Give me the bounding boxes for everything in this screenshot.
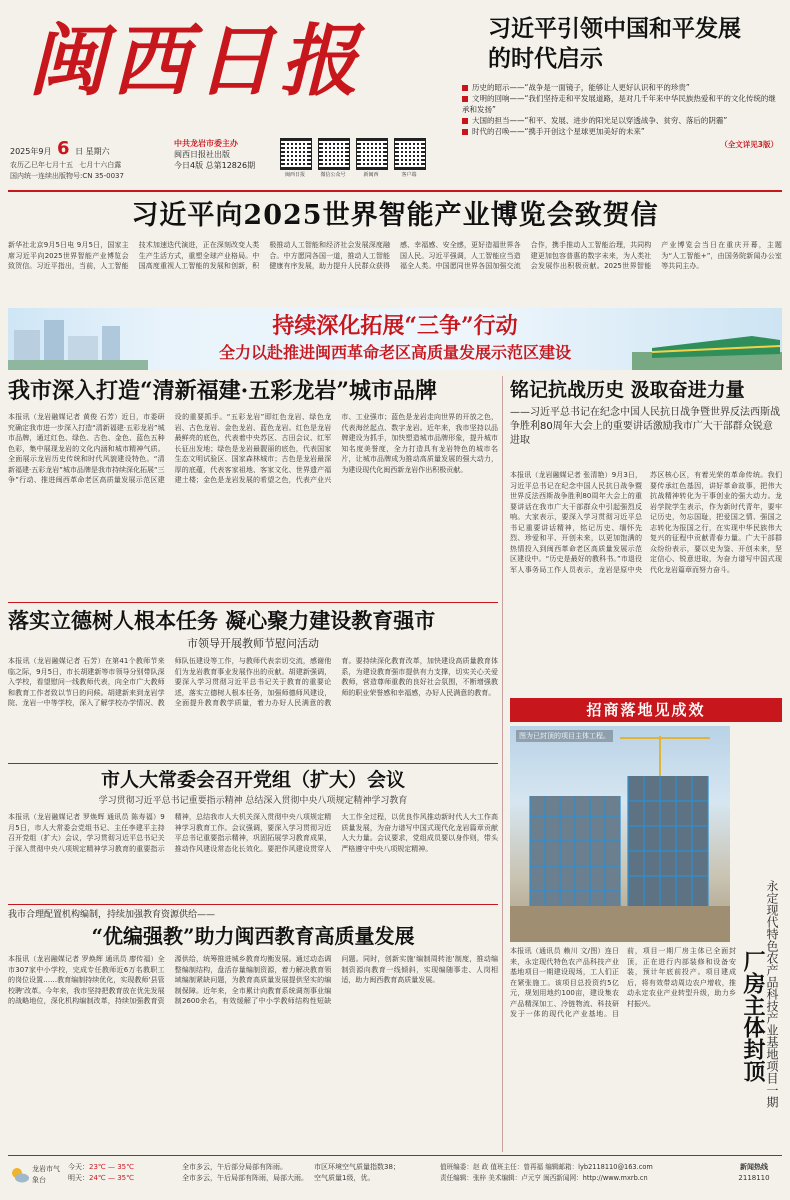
divider — [8, 763, 498, 764]
npc-headline[interactable]: 市人大常委会召开党组（扩大）会议 — [100, 769, 405, 791]
qr-code-icon[interactable] — [280, 138, 312, 170]
divider — [8, 602, 498, 603]
hotline-number[interactable]: 2118110 — [738, 1174, 770, 1182]
qr-code-icon[interactable] — [356, 138, 388, 170]
date-week: 日 星期六 — [75, 147, 110, 156]
brand-headline[interactable]: 我市深入打造“清新福建·五彩龙岩”城市品牌 — [8, 378, 437, 404]
forecast-tomorrow: 全市多云，午后局部有阵雨，局部大雨。 — [182, 1174, 308, 1182]
today-temp: 23℃ — 35℃ — [89, 1163, 134, 1171]
history-headline[interactable]: 铭记抗战历史 汲取奋进力量 — [510, 379, 745, 401]
investment-body: 本报讯（通讯员 赖川 文/图）连日来，永定现代特色农产品科技产业基地项目一期建设现场，工人们正在紧张施工。该项目总投资约5亿元，规划用地约100亩，建设集农产品精深加工、冷链物流、科技研发于一体的现代化产业基地。目前，项目一期厂房主体已全面封顶，正在进行内部装修和设备安装，预计年底前投产。项目建成后，将有效带动周边农户增收，推动永定农业产业转型升级，助力乡村振兴。 — [510, 947, 736, 1018]
publisher-block — [174, 138, 274, 171]
bullet-icon — [462, 129, 468, 135]
promo-headline[interactable]: 习近平引领中国和平发展的时代启示 — [488, 15, 741, 72]
bullet-icon — [462, 96, 468, 102]
promo-item: 大国的担当——“和平、发展、进步的阳光足以穿透战争、贫穷、落后的阴霾” — [462, 115, 782, 126]
investment-label: 招商落地见成效 — [510, 698, 782, 722]
history-subhead: ——习近平总书记在纪念中国人民抗日战争暨世界反法西斯战争胜利80周年大会上的重要讲话激励我市广大干部群众锐意进取 — [510, 407, 780, 446]
teachers-subhead: 市领导开展教师节慰问活动 — [187, 637, 319, 650]
publisher-line1: 中共龙岩市委主办 — [174, 139, 238, 148]
banner-main[interactable]: 持续深化拓展“三争”行动 — [272, 313, 518, 339]
banner — [8, 308, 782, 370]
divider — [8, 190, 782, 192]
teachers-body: 本报讯（龙岩融媒记者 石芳）在第41个教师节来临之际，9月5日，市长胡建新等市领导分别带队深入学校，看望慰问一线教师代表，向全市广大教师和教育工作者致以节日的问候。胡建新来到龙岩学院、龙岩一中等学校，深入了解学校办学情况、教师队伍建设等工作，与教师代表亲切交流，感谢他们为龙岩教育事业发展作出的贡献。胡建新强调，要深入学习贯彻习近平总书记关于教育的重要论述，落实立德树人根本任务，加强师德师风建设，全面提升教育教学质量，着力办好人民满意的教育。要持续深化教育改革，加快建设高质量教育体系，为建设教育强市提供有力支撑，切实关心关爱教师，营造尊师重教的良好社会氛围，不断增强教师的职业荣誉感和幸福感，办好人民满意的教育。 — [8, 657, 498, 707]
teachers-headline[interactable]: 落实立德树人根本任务 凝心聚力建设教育强市 — [8, 608, 436, 633]
banner-sub[interactable]: 全力以赴推进闽西革命老区高质量发展示范区建设 — [218, 343, 571, 362]
construction-photo — [510, 726, 730, 942]
promo-item: 文明的回响——“我们坚持走和平发展道路，是对几千年来中华民族热爱和平的文化传统的继承和发扬” — [462, 94, 776, 114]
qr-code-icon[interactable] — [318, 138, 350, 170]
divider — [8, 1155, 782, 1156]
editor-line1: 值班编委：赵 政 值班主任：曾再福 编辑邮箱：lyb2118110@163.com — [440, 1163, 653, 1171]
issue-number: 国内统一连续出版物号:CN 35-0037 — [10, 172, 124, 180]
date-day: 6 — [57, 138, 70, 159]
investment-vertical-sub: 永定现代特色农产品科技产业基地项目一期 — [765, 880, 779, 1108]
qr-label: 微信公众号 — [320, 172, 346, 178]
date-jieqi: 七月十六白露 — [79, 161, 122, 169]
tomorrow-label: 明天： — [68, 1174, 89, 1182]
hotline-label: 新闻热线 — [740, 1163, 768, 1171]
today-label: 今天： — [68, 1163, 89, 1171]
building-illustration — [510, 726, 730, 942]
promo-item: 时代的召唤——“携手开创这个星球更加美好的未来” — [462, 126, 782, 137]
weather-city: 龙岩市气象台 — [32, 1165, 60, 1184]
masthead-title: 闽西日报 — [28, 16, 365, 107]
lead-body: 新华社北京9月5日电 9月5日，国家主席习近平向2025世界智能产业博览会致贺信。习近平指出，当前，人工智能技术加速迭代演进，正在深刻改变人类生产生活方式，重塑全球产业格局。中国高度重视人工智能的发展和创新，积极推动人工智能和经济社会发展深度融合。中方愿同各国一道，推动人工智能健康有序发展，助力提升人民群众获得感、幸福感、安全感，更好造福世界各国人民。习近平强调，人工智能应当造福全人类。中国愿同世界各国加强交流合作，携手推动人工智能治理，共同构建更加包容普惠的数字未来，为人类社会发展作出积极贡献。2025世界智能产业博览会当日在重庆开幕，主题为“人工智能+”，由国务院新闻办公室等共同主办。 — [8, 241, 782, 270]
qr-label: 客户端 — [401, 172, 417, 178]
edu-kicker: 我市合理配置机构编制，持续加强教育资源供给—— — [8, 910, 216, 920]
divider — [8, 904, 498, 905]
weather-icon — [8, 1164, 30, 1186]
forecast-today: 全市多云，午后部分局部有阵雨。 — [182, 1163, 287, 1171]
masthead-date — [10, 138, 170, 181]
lead-headline[interactable]: 习近平向2025世界智能产业博览会致贺信 — [131, 200, 659, 231]
investment-vertical-title[interactable]: 厂房主体封顶 — [740, 950, 766, 1082]
publisher-line2: 闽西日报社出版 — [174, 150, 230, 159]
aqi-level: 空气质量1级，优。 — [314, 1174, 375, 1182]
top-right-promo — [458, 8, 782, 184]
editor-line2: 责任编辑：张梓 美术编辑：卢元亨 闽西新闻网：http://www.mxrb.cn — [440, 1174, 648, 1182]
qr-label: 闽西日报 — [284, 172, 305, 178]
npc-body: 本报讯（龙岩融媒记者 罗焕辉 通讯员 陈寿福）9月5日，市人大常委会党组书记、主任李建平主持召开党组（扩大）会议，学习贯彻习近平总书记关于深入贯彻中央八项规定精神学习教育的重要指示精神，总结我市人大机关深入贯彻中央八项规定精神学习教育工作。会议强调，要深入学习贯彻习近平总书记重要指示精神，巩固拓展学习教育成果，推动作风建设常态化长效化。要把作风建设贯穿人大工作全过程，以优良作风推动新时代人大工作高质量发展，为奋力谱写中国式现代化龙岩篇章贡献人大力量。会议要求，党组成员要以身作则，带头严格遵守中央八项规定精神。 — [8, 813, 498, 853]
aqi-index: 市区环境空气质量指数38； — [314, 1163, 400, 1171]
bullet-icon — [462, 85, 468, 91]
promo-jump[interactable]: （全文详见3版） — [720, 140, 778, 149]
column-divider — [502, 376, 503, 1152]
footer — [8, 1158, 782, 1196]
edu-headline[interactable]: “优编强教”助力闽西教育高质量发展 — [91, 924, 415, 948]
qr-label: 新闽西 — [363, 172, 379, 178]
publisher-line3: 今日4版 总第12826期 — [174, 161, 256, 170]
promo-item: 历史的昭示——“战争是一面镜子，能够让人更好认识和平的珍贵” — [462, 82, 782, 93]
bullet-icon — [462, 118, 468, 124]
photo-caption: 图为已封顶的项目主体工程。 — [516, 730, 613, 742]
date-lunar: 农历乙巳年七月十五 — [10, 161, 73, 169]
edu-body: 本报讯（龙岩融媒记者 罗焕辉 通讯员 廖传福）全市307家中小学校，完成专任教师近6万名教职工的岗位设置……教育编制持续优化，实现教师‘县管校聘’改革。今年来，我市坚持把教育放在优先发展的战略地位，深化机构编制改革，持续加强教育资源供给，统筹推进城乡教育均衡发展。通过动态调整编制结构，盘活存量编制资源，着力解决教育领域编制紧缺问题，为教育高质量发展提供坚实的编制保障。近年来，全市累计向教育系统调剂事业编制2600余名，有效缓解了中小学教师结构性短缺问题。同时，创新实施‘编制周转池’制度，推动编制资源向教育一线倾斜，实现编随事走、人岗相适，助力闽西教育高质量发展。 — [8, 955, 498, 1005]
npc-subhead: 学习贯彻习近平总书记重要指示精神 总结深入贯彻中央八项规定精神学习教育 — [98, 796, 408, 806]
tomorrow-temp: 24℃ — 35℃ — [89, 1174, 134, 1182]
qr-code-icon[interactable] — [394, 138, 426, 170]
brand-body: 本报讯（龙岩融媒记者 黄俊 石芳）近日，市委研究确定我市进一步深入打造“清新福建·五彩龙岩”城市品牌，通过红色、绿色、古色、金色、蓝色五种色彩，集中展现龙岩的文化内涵和城市精神气质。全面展示龙岩历史传统和时代风貌建设特色。“清新福建·五彩龙岩”城市品牌是我市持续深化拓展“三争”行动、推进闽西革命老区高质量发展示范区建设的重要抓手。“五彩龙岩”即红色龙岩、绿色龙岩、古色龙岩、金色龙岩、蓝色龙岩。红色是龙岩最鲜亮的底色，代表着中央苏区、古田会议、红军长征出发地；绿色是龙岩最靓丽的底色，代表国家生态文明试验区、国家森林城市；古色是龙岩最深厚的底蕴，代表客家祖地、客家文化、世界遗产福建土楼；金色是龙岩发展的希望之色，代表产业兴市、工业强市；蓝色是龙岩走向世界的开放之色，代表海丝起点、数字龙岩。近年来，我市坚持以品牌建设为抓手，加快塑造城市品牌形象，提升城市知名度美誉度，全力打造具有龙岩特色的城市名片，让城市品牌成为推动高质量发展的强大动力，为建设现代化闽西新龙岩作出积极贡献。 — [8, 413, 498, 484]
history-body: 本报讯（龙岩融媒记者 张清艳）9月3日，习近平总书记在纪念中国人民抗日战争暨世界反法西斯战争胜利80周年大会上的重要讲话在我市广大干部群众中引起强烈反响。大家表示，要深入学习贯彻习近平总书记重要讲话精神，铭记历史、缅怀先烈、珍爱和平、开创未来，以更加饱满的热情投入到闽西革命老区高质量发展示范区建设中。“历史是最好的教科书。”市退役军人事务局工作人员表示，龙岩是原中央苏区核心区，有着光荣的革命传统。我们要传承红色基因，讲好革命故事，把伟大抗战精神转化为干事创业的强大动力。龙岩学院学生表示，作为新时代青年，要牢记历史，勿忘国耻，把爱国之情、强国之志转化为报国之行，在实现中华民族伟大复兴的征程中贡献青春力量。广大干部群众纷纷表示，要以史为鉴、开创未来，坚定信心、锐意进取，为奋力谱写中国式现代化龙岩篇章而努力奋斗。 — [510, 471, 782, 574]
date-year: 2025年9月 — [10, 147, 52, 156]
